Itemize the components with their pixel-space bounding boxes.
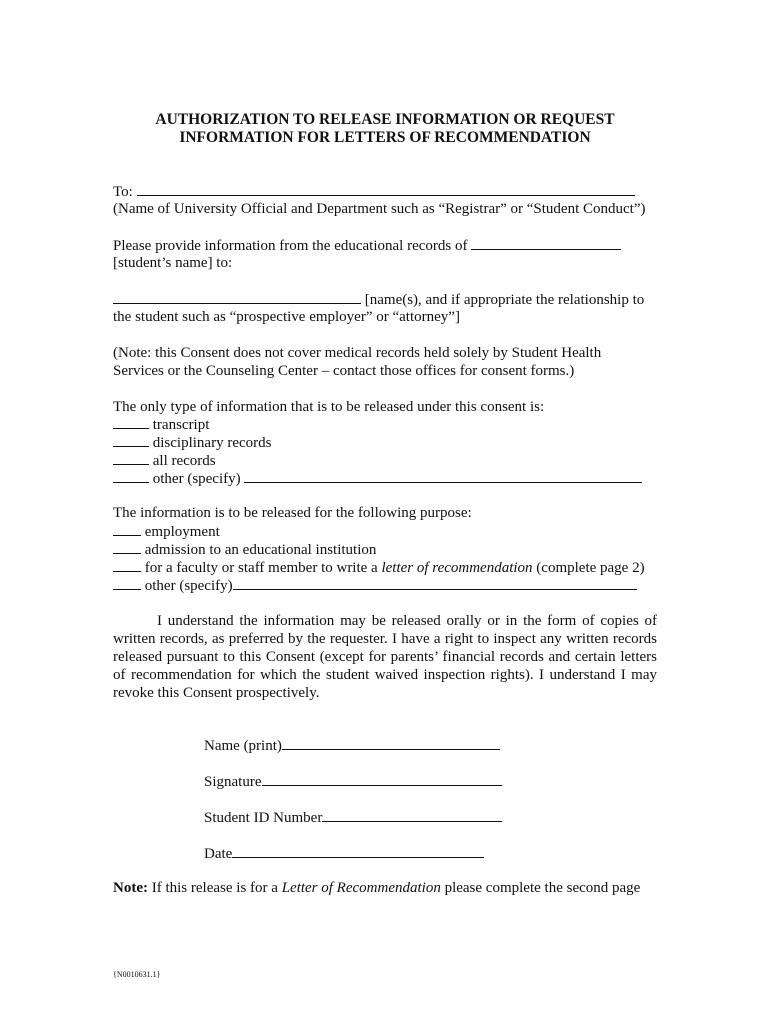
info-types-heading: The only type of information that is to be released under this consent is:: [113, 399, 545, 415]
name-print-field[interactable]: [282, 736, 500, 750]
purpose-label: employment: [144, 524, 220, 540]
name-print-label: Name (print): [204, 738, 282, 754]
student-id-label: Student ID Number: [204, 810, 323, 826]
date-field[interactable]: [232, 844, 484, 858]
signature-field[interactable]: [262, 772, 502, 786]
info-type-disciplinary: [113, 433, 271, 452]
purpose-label: for a faculty or staff member to write a: [144, 560, 378, 576]
recipient-line: [113, 290, 644, 309]
provide-line: [113, 236, 621, 255]
checkbox-blank[interactable]: [113, 415, 149, 429]
consent-note-line-1: (Note: this Consent does not cover medical records held solely by Student Health: [113, 345, 602, 361]
purpose-other-specify-field[interactable]: [233, 576, 637, 590]
purpose-label: other (specify): [144, 578, 233, 594]
signature-line: [204, 772, 502, 791]
letter-of-recommendation-italic: letter of recommendation: [381, 560, 533, 576]
purpose-admission: [113, 540, 376, 559]
date-line: [204, 844, 484, 863]
checkbox-blank[interactable]: [113, 576, 141, 590]
purpose-label: admission to an educational institution: [144, 542, 377, 558]
understand-text: I understand the information may be released orally or in the form of copies of written records, as preferred by the requester. I have a right to inspect any written records released pursuant to this Consent (except for parents’ financial records and certain letters of recommendation for which the student waived inspection rights). I understand I may revoke this Consent prospectively.: [113, 613, 657, 701]
final-note-label: Note:: [113, 880, 148, 896]
provide-text: Please provide information from the educational records of: [113, 238, 468, 254]
purpose-other: [113, 576, 637, 595]
purpose-letter: [113, 558, 645, 577]
info-type-label: all records: [152, 453, 216, 469]
student-name-blank-field[interactable]: [471, 236, 621, 250]
document-title: [0, 111, 770, 147]
student-id-line: [204, 808, 502, 827]
final-note-italic: Letter of Recommendation: [281, 880, 441, 896]
student-id-field[interactable]: [322, 808, 502, 822]
info-type-label: other (specify): [152, 471, 241, 487]
consent-note-line-2: Services or the Counseling Center – contact those offices for consent forms.): [113, 363, 575, 379]
date-label: Date: [204, 846, 233, 862]
info-type-other: [113, 469, 642, 488]
info-type-label: transcript: [152, 417, 210, 433]
checkbox-blank[interactable]: [113, 540, 141, 554]
recipient-text-2: the student such as “prospective employer” or “attorney”]: [113, 309, 460, 325]
name-print-line: [204, 736, 500, 755]
signature-label: Signature: [204, 774, 262, 790]
info-other-specify-field[interactable]: [244, 469, 642, 483]
recipient-text-1: [name(s), and if appropriate the relationship to: [364, 292, 645, 308]
understand-paragraph: [113, 612, 657, 702]
to-label: To:: [113, 184, 133, 200]
to-line: [113, 182, 635, 201]
to-hint: (Name of University Official and Department such as “Registrar” or “Student Conduct”): [113, 201, 646, 217]
purpose-heading: The information is to be released for the following purpose:: [113, 505, 472, 521]
to-blank-field[interactable]: [137, 182, 635, 196]
info-type-all: [113, 451, 216, 470]
purpose-employment: [113, 522, 220, 541]
title-line-1: AUTHORIZATION TO RELEASE INFORMATION OR REQUEST: [155, 111, 615, 128]
checkbox-blank[interactable]: [113, 558, 141, 572]
checkbox-blank[interactable]: [113, 451, 149, 465]
final-note-text-2: please complete the second page: [444, 880, 641, 896]
title-line-2: INFORMATION FOR LETTERS OF RECOMMENDATION: [179, 129, 591, 146]
checkbox-blank[interactable]: [113, 469, 149, 483]
document-code: {N0010631.1}: [113, 970, 161, 979]
info-type-label: disciplinary records: [152, 435, 272, 451]
checkbox-blank[interactable]: [113, 522, 141, 536]
info-type-transcript: [113, 415, 209, 434]
checkbox-blank[interactable]: [113, 433, 149, 447]
final-note: [113, 879, 640, 897]
recipient-blank-field[interactable]: [113, 290, 361, 304]
purpose-letter-suffix: (complete page 2): [536, 560, 645, 576]
student-name-label: [student’s name] to:: [113, 255, 233, 271]
final-note-text-1: If this release is for a: [151, 880, 278, 896]
